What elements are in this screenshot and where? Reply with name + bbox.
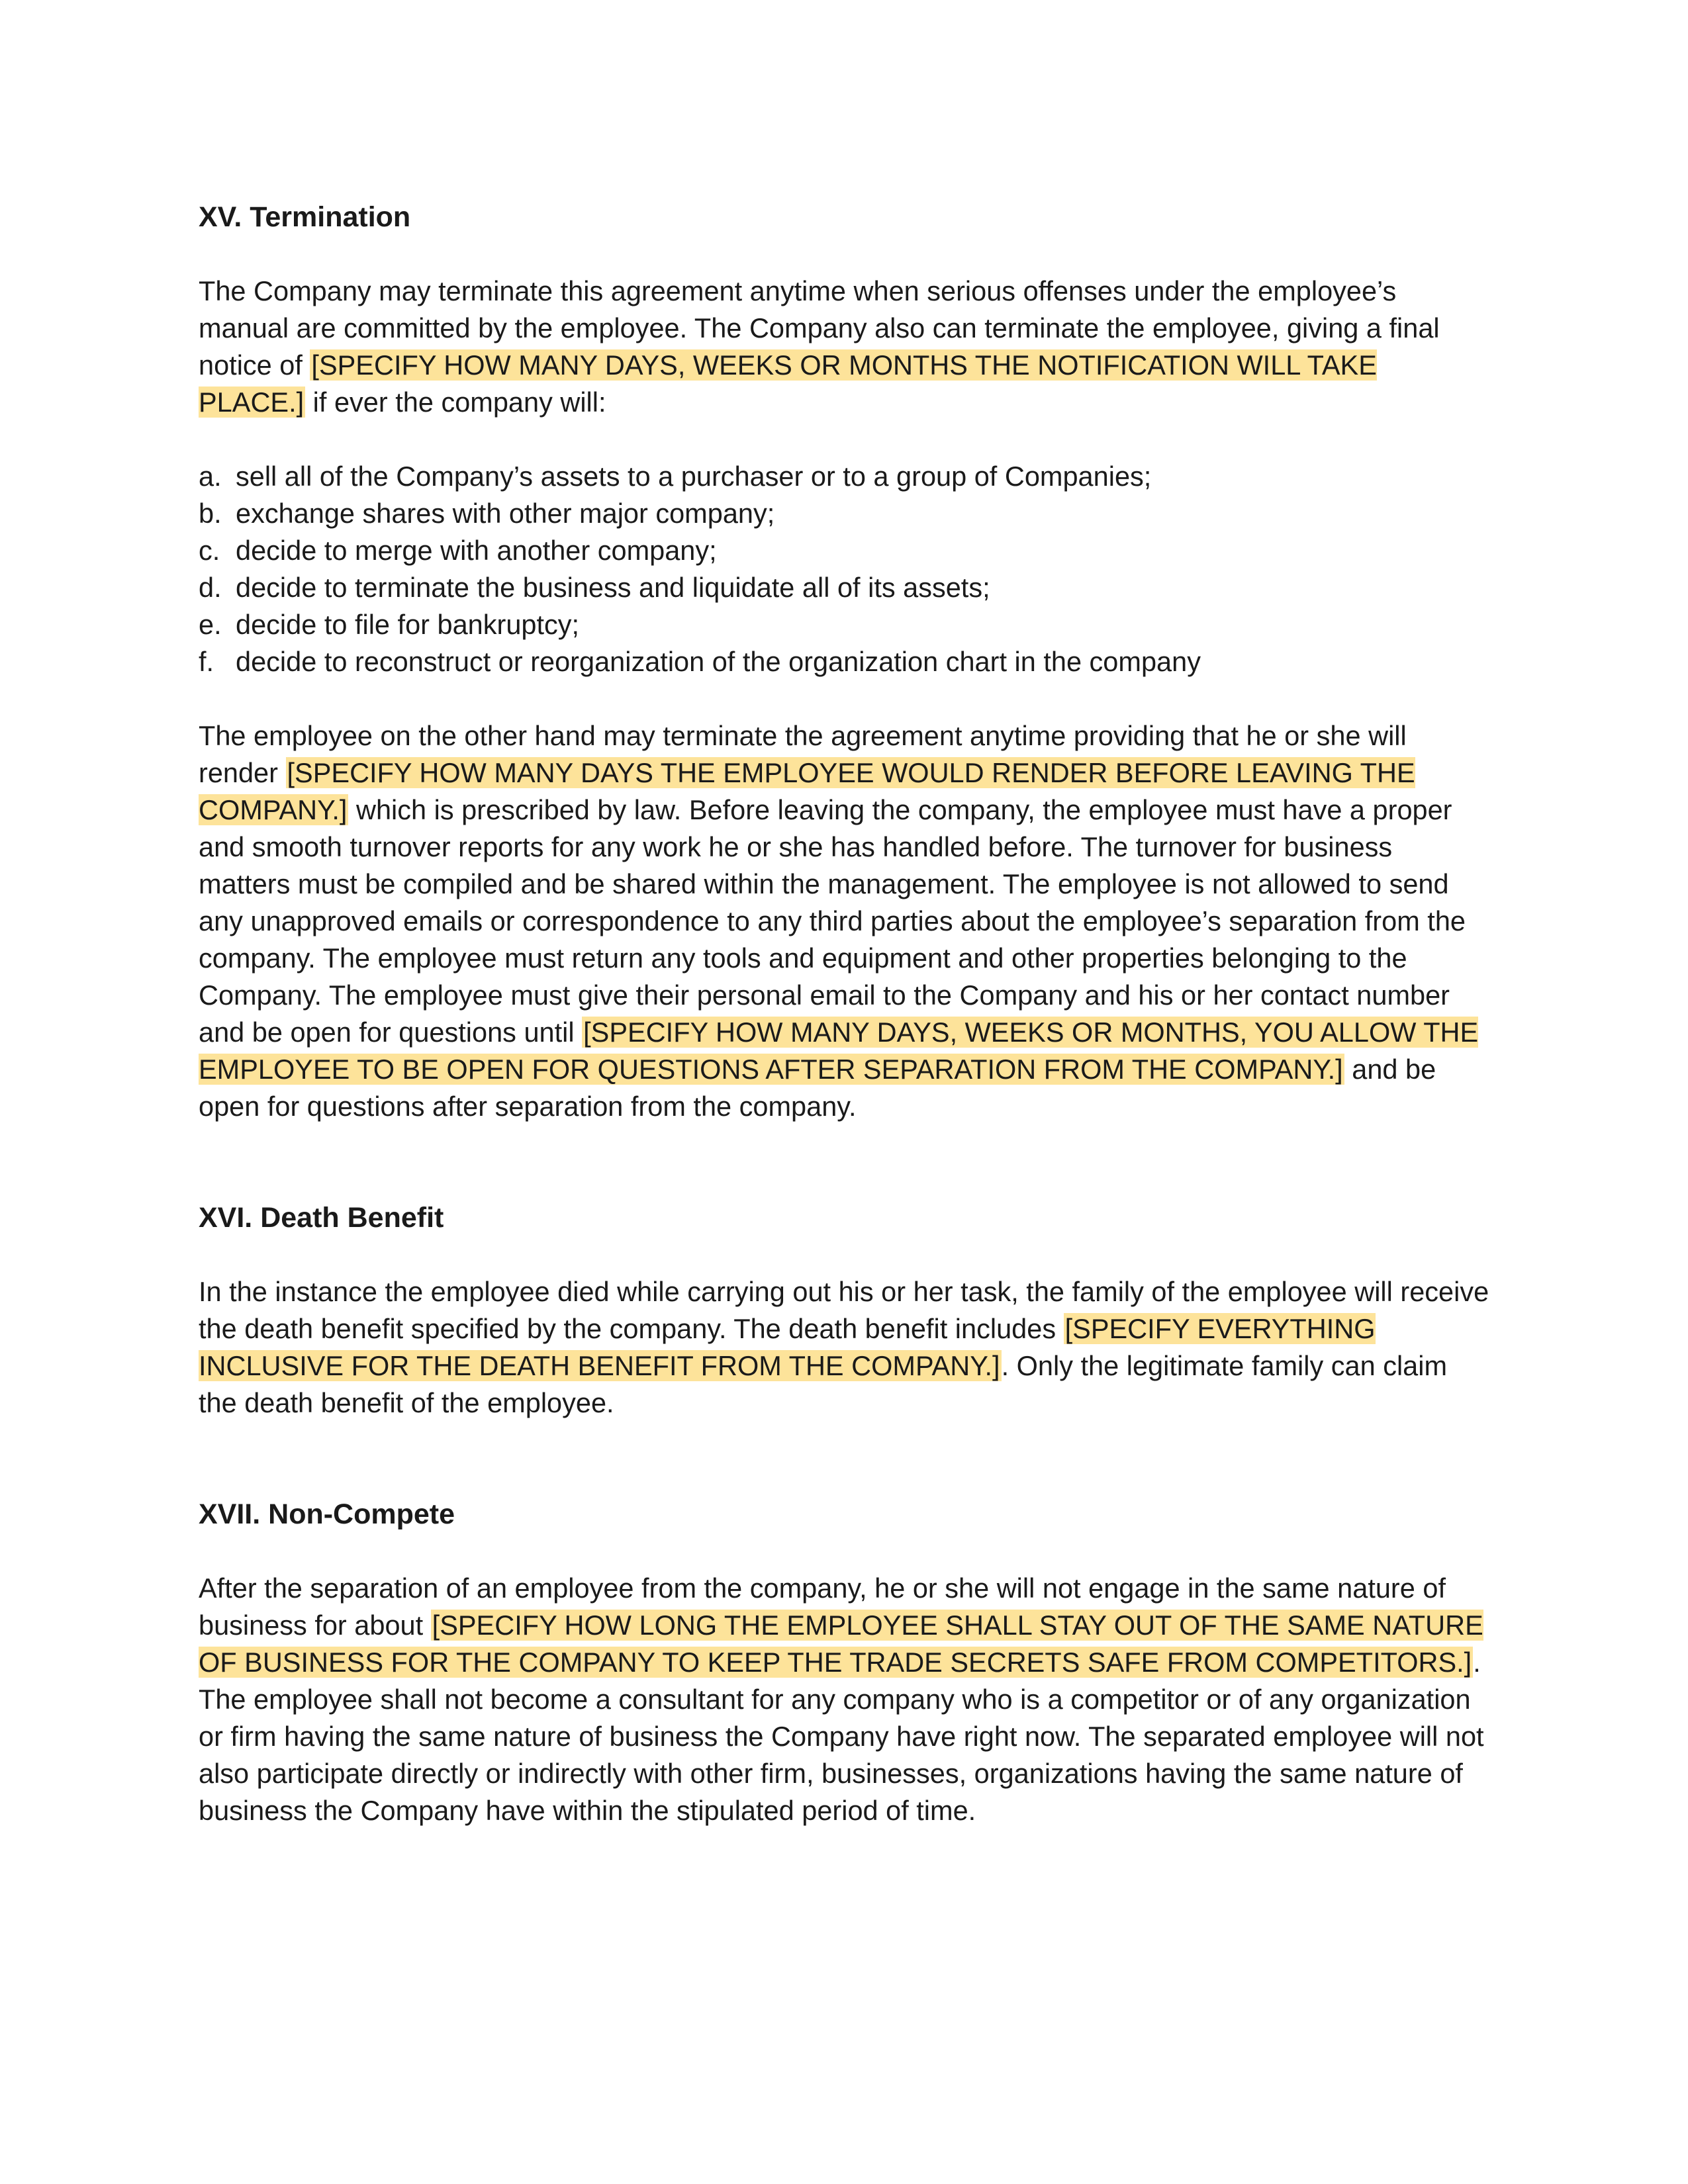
list-item-text: exchange shares with other major company;: [236, 498, 775, 529]
list-item-text: sell all of the Company’s assets to a purchaser or to a group of Companies;: [236, 461, 1152, 492]
list-item: [199, 458, 1489, 495]
text-run: . The employee shall not become a consultant for any company who is a competitor or of any organization or firm having the same nature of business the Company have right now. The separated employee will not also participate directly or indirectly with other firm, businesses, organizations having the same nature of business the Company have within the stipulated period of time.: [199, 1647, 1484, 1826]
document-page: [199, 199, 1489, 1866]
section-heading: XVI. Death Benefit: [199, 1202, 444, 1234]
section-termination: [199, 199, 1489, 1125]
text-run: The Company may terminate this agreement anytime when serious offenses under the employee’s manual are committed by the employee. The Company also can terminate the employee, giving a final notice of: [199, 275, 1440, 381]
list-item: [199, 606, 1489, 643]
text-run: . Only the legitimate family can claim the death benefit of the employee.: [199, 1350, 1448, 1418]
list-item: [199, 532, 1489, 569]
termination-conditions-list: [199, 458, 1489, 680]
list-item: [199, 495, 1489, 532]
text-run: After the separation of an employee from the company, he or she will not engage in the same nature of business for about: [199, 1572, 1446, 1641]
employee-termination-paragraph: [199, 717, 1489, 1125]
section-heading: XV. Termination: [199, 201, 411, 233]
placeholder-highlight: [SPECIFY HOW LONG THE EMPLOYEE SHALL STAY OUT OF THE SAME NATURE OF BUSINESS FOR THE COMPANY TO KEEP THE TRADE SECRETS SAFE FROM COMPETITORS.]: [199, 1610, 1483, 1678]
text-run: which is prescribed by law. Before leaving the company, the employee must have a proper and smooth turnover reports for any work he or she has handled before. The turnover for business matters must be compiled and be shared within the management. The employee is not allowed to send any unapproved emails or correspondence to any third parties about the employee’s separation from the company. The employee must return any tools and equipment and other properties belonging to the Company. The employee must give their personal email to the Company and his or her contact number and be open for questions until: [199, 794, 1466, 1048]
list-item: [199, 569, 1489, 606]
section-non-compete: [199, 1496, 1489, 1829]
non-compete-paragraph: [199, 1570, 1489, 1829]
section-spacer: [199, 1162, 1489, 1199]
placeholder-highlight: [SPECIFY HOW MANY DAYS, WEEKS OR MONTHS THE NOTIFICATION WILL TAKE PLACE.]: [199, 349, 1377, 418]
list-item-text: decide to file for bankruptcy;: [236, 609, 580, 640]
list-marker: b.: [199, 498, 222, 529]
list-item-text: decide to reconstruct or reorganization of the organization chart in the company: [236, 646, 1201, 677]
list-item-text: decide to merge with another company;: [236, 535, 717, 566]
list-marker: a.: [199, 461, 222, 492]
section-spacer: [199, 1459, 1489, 1496]
section-death-benefit: [199, 1199, 1489, 1422]
section-heading: XVII. Non-Compete: [199, 1498, 455, 1530]
list-item-text: decide to terminate the business and liquidate all of its assets;: [236, 572, 990, 603]
placeholder-highlight: [SPECIFY EVERYTHING INCLUSIVE FOR THE DEATH BENEFIT FROM THE COMPANY.]: [199, 1313, 1376, 1381]
text-run: The employee on the other hand may terminate the agreement anytime providing that he or she will render: [199, 720, 1407, 788]
text-run: and be open for questions after separation from the company.: [199, 1054, 1436, 1122]
placeholder-highlight: [SPECIFY HOW MANY DAYS, WEEKS OR MONTHS, YOU ALLOW THE EMPLOYEE TO BE OPEN FOR QUESTIONS AFTER SEPARATION FROM THE COMPANY.]: [199, 1017, 1479, 1085]
death-benefit-paragraph: [199, 1273, 1489, 1422]
list-marker: d.: [199, 572, 222, 603]
list-item: [199, 643, 1489, 680]
list-marker: e.: [199, 609, 222, 640]
list-marker: c.: [199, 535, 220, 566]
list-marker: f.: [199, 646, 214, 677]
text-run: if ever the company will:: [305, 387, 606, 418]
termination-intro-paragraph: [199, 273, 1489, 421]
placeholder-highlight: [SPECIFY HOW MANY DAYS THE EMPLOYEE WOULD RENDER BEFORE LEAVING THE COMPANY.]: [199, 757, 1415, 825]
text-run: In the instance the employee died while carrying out his or her task, the family of the employee will receive the death benefit specified by the company. The death benefit includes: [199, 1276, 1489, 1344]
